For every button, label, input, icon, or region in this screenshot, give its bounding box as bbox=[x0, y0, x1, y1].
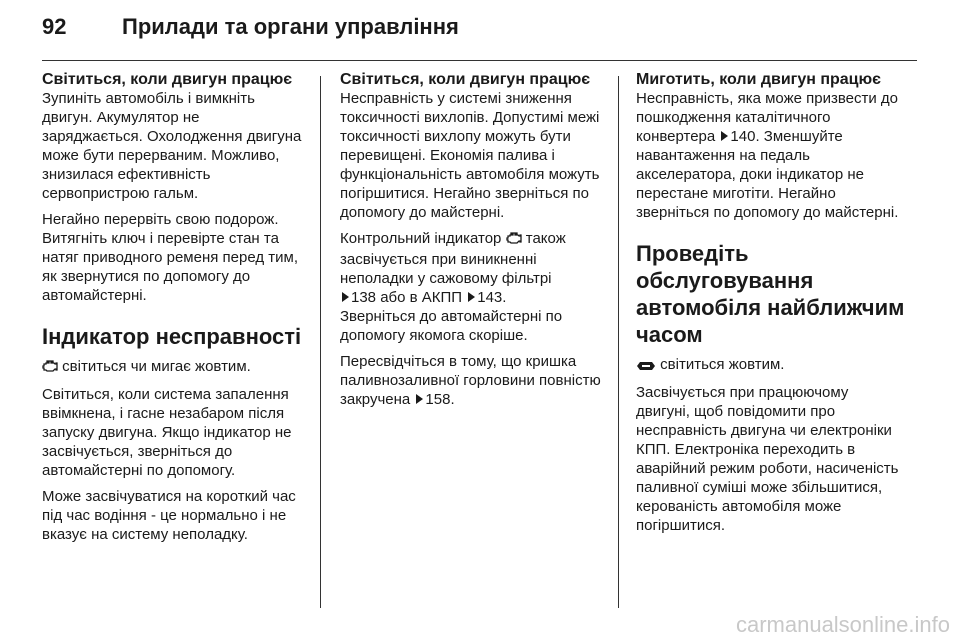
page-header bbox=[42, 14, 917, 44]
service-wrench-car-icon bbox=[636, 357, 656, 376]
paragraph: світиться чи мигає жовтим. bbox=[42, 357, 304, 378]
column-3 bbox=[636, 70, 906, 535]
page-number: 92 bbox=[42, 14, 67, 39]
section-heading: Світиться, коли двигун працює bbox=[340, 71, 591, 88]
page-title: Прилади та органи управління bbox=[122, 14, 459, 39]
page-reference-arrow-icon bbox=[342, 292, 349, 302]
column-2 bbox=[340, 70, 602, 409]
header-divider bbox=[42, 60, 917, 61]
paragraph: Може засвічуватися на короткий час під час водіння - це нормально і не вказує на систему неполадку. bbox=[42, 488, 296, 543]
section-heading: Світиться, коли двигун працює bbox=[42, 71, 293, 88]
paragraph: Світиться, коли система запалення ввімкнена, і гасне незабаром після запуску двигуна. Якщо індикатор не засвічується, зверніться до автомайстерні по допомогу. bbox=[42, 386, 292, 479]
section-heading: Миготить, коли двигун працює bbox=[636, 71, 882, 88]
paragraph: Несправність у системі зниження токсичності вихлопів. Допустимі межі токсичності вихлопу можуть бути перевищені. Економія палива і функціональність автомобіля можуть погіршитися. Негайно зверніться по допомогу до майстерні. bbox=[340, 90, 600, 221]
section-title: Індикатор несправності bbox=[42, 324, 302, 349]
paragraph: Негайно перервіть свою подорож. Витягніть ключ і перевірте стан та натяг приводного ременя перед тим, як звернутися по допомогу до автомайстерні. bbox=[42, 211, 298, 304]
paragraph: Засвічується при працюючому двигуні, щоб повідомити про несправність двигуна чи електроніки КПП. Електроніка переходить в аварійний режим роботи, насиченість паливної суміші може збільшитися, керованість автомобіля може погіршитися. bbox=[636, 384, 899, 534]
column-divider-1 bbox=[320, 76, 321, 608]
paragraph: Контрольний індикатор також засвічується при виникненні неполадки у сажовому фільтрі 138 або в АКПП 143. Зверніться до автомайстерні по допомогу якомога скоріше. bbox=[340, 230, 566, 344]
paragraph: Зупиніть автомобіль і вимкніть двигун. Акумулятор не заряджається. Охолодження двигуна може бути перерваним. Можливо, знизилася ефективність сервопристрою гальм. bbox=[42, 90, 302, 202]
paragraph: світиться жовтим. bbox=[636, 355, 906, 376]
watermark: carmanualsonline.info bbox=[735, 612, 950, 637]
page-reference-arrow-icon bbox=[416, 394, 423, 404]
page-reference-arrow-icon bbox=[721, 131, 728, 141]
engine-check-icon bbox=[42, 359, 58, 378]
section-title: Проведіть обслуговування автомобіля найближчим часом bbox=[636, 241, 905, 347]
page-reference-arrow-icon bbox=[468, 292, 475, 302]
paragraph: Пересвідчіться в тому, що кришка паливнозаливної горловини повністю закручена 158. bbox=[340, 353, 601, 408]
column-divider-2 bbox=[618, 76, 619, 608]
engine-check-icon bbox=[506, 231, 522, 250]
paragraph: Несправність, яка може призвести до пошкодження каталітичного конвертера 140. Зменшуйте навантаження на педаль акселератора, доки індикатор не перестане миготіти. Негайно зверніться по допомогу до майстерні. bbox=[636, 90, 899, 221]
column-1 bbox=[42, 70, 304, 544]
